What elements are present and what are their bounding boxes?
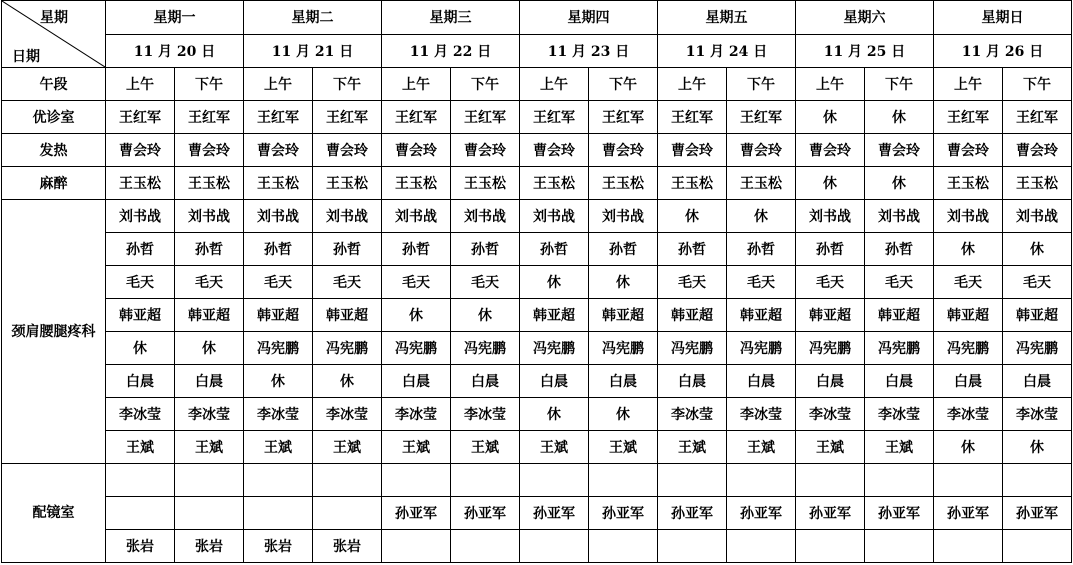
duty-cell: 李冰莹 (175, 398, 244, 431)
duty-cell: 白晨 (589, 365, 658, 398)
duty-cell: 孙哲 (520, 233, 589, 266)
duty-cell: 韩亚超 (796, 299, 865, 332)
duty-cell: 王红军 (1003, 101, 1072, 134)
duty-cell: 曹会玲 (382, 134, 451, 167)
duty-cell: 王红军 (175, 101, 244, 134)
duty-cell: 王斌 (244, 431, 313, 464)
duty-cell: 白晨 (658, 365, 727, 398)
duty-cell: 王红军 (589, 101, 658, 134)
duty-cell: 王红军 (382, 101, 451, 134)
duty-cell (106, 497, 175, 530)
duty-cell (589, 530, 658, 563)
duty-cell: 冯宪鹏 (520, 332, 589, 365)
weekday-header: 星期三 (382, 1, 520, 35)
duty-cell: 休 (796, 167, 865, 200)
duty-cell: 休 (589, 398, 658, 431)
weekday-header: 星期一 (106, 1, 244, 35)
pm-header: 下午 (727, 68, 796, 101)
duty-row (2, 134, 1072, 167)
duty-cell: 王红军 (313, 101, 382, 134)
duty-cell: 冯宪鹏 (727, 332, 796, 365)
duty-cell: 王斌 (313, 431, 382, 464)
duty-cell: 休 (658, 200, 727, 233)
duty-cell: 冯宪鹏 (451, 332, 520, 365)
duty-cell: 王斌 (727, 431, 796, 464)
duty-cell: 王红军 (451, 101, 520, 134)
duty-row (2, 233, 1072, 266)
duty-cell: 李冰莹 (865, 398, 934, 431)
duty-cell: 李冰莹 (796, 398, 865, 431)
duty-cell: 孙哲 (106, 233, 175, 266)
duty-cell: 休 (520, 398, 589, 431)
duty-cell: 休 (727, 200, 796, 233)
duty-cell: 冯宪鹏 (1003, 332, 1072, 365)
duty-cell: 王红军 (520, 101, 589, 134)
duty-cell: 曹会玲 (589, 134, 658, 167)
duty-cell: 王玉松 (727, 167, 796, 200)
duty-cell: 王红军 (934, 101, 1003, 134)
duty-cell: 王红军 (658, 101, 727, 134)
duty-cell: 毛天 (451, 266, 520, 299)
duty-cell: 毛天 (865, 266, 934, 299)
duty-cell: 韩亚超 (244, 299, 313, 332)
duty-cell: 休 (589, 266, 658, 299)
duty-cell: 韩亚超 (106, 299, 175, 332)
period-header-row (2, 68, 1072, 101)
duty-cell: 孙亚军 (1003, 497, 1072, 530)
duty-cell: 王玉松 (313, 167, 382, 200)
duty-cell: 冯宪鹏 (589, 332, 658, 365)
duty-cell: 毛天 (796, 266, 865, 299)
duty-cell (175, 464, 244, 497)
duty-cell: 王斌 (451, 431, 520, 464)
duty-cell: 白晨 (727, 365, 796, 398)
duty-cell: 李冰莹 (244, 398, 313, 431)
duty-cell: 孙哲 (313, 233, 382, 266)
duty-cell: 休 (244, 365, 313, 398)
duty-cell: 白晨 (382, 365, 451, 398)
duty-cell: 韩亚超 (934, 299, 1003, 332)
duty-cell: 休 (1003, 431, 1072, 464)
duty-cell: 王斌 (520, 431, 589, 464)
duty-cell: 曹会玲 (520, 134, 589, 167)
duty-cell: 王斌 (865, 431, 934, 464)
duty-cell: 曹会玲 (865, 134, 934, 167)
duty-cell: 曹会玲 (1003, 134, 1072, 167)
duty-cell: 刘书战 (313, 200, 382, 233)
duty-cell: 王玉松 (589, 167, 658, 200)
pm-header: 下午 (451, 68, 520, 101)
duty-cell (244, 464, 313, 497)
duty-cell: 李冰莹 (727, 398, 796, 431)
duty-cell: 王红军 (106, 101, 175, 134)
weekday-header: 星期日 (934, 1, 1072, 35)
duty-cell: 张岩 (106, 530, 175, 563)
duty-cell: 休 (796, 101, 865, 134)
duty-cell: 毛天 (727, 266, 796, 299)
duty-cell: 休 (934, 431, 1003, 464)
duty-cell: 王玉松 (106, 167, 175, 200)
duty-cell: 王玉松 (175, 167, 244, 200)
duty-cell: 刘书战 (244, 200, 313, 233)
am-header: 上午 (244, 68, 313, 101)
duty-cell: 王玉松 (451, 167, 520, 200)
duty-cell: 白晨 (934, 365, 1003, 398)
weekday-header-row (2, 1, 1072, 35)
duty-row (2, 167, 1072, 200)
duty-schedule-table (1, 0, 1072, 563)
duty-cell: 孙亚军 (727, 497, 796, 530)
am-header: 上午 (658, 68, 727, 101)
weekday-header: 星期六 (796, 1, 934, 35)
duty-cell (313, 497, 382, 530)
pm-header: 下午 (313, 68, 382, 101)
duty-cell: 休 (382, 299, 451, 332)
duty-cell: 刘书战 (382, 200, 451, 233)
duty-cell: 毛天 (382, 266, 451, 299)
duty-cell: 孙亚军 (658, 497, 727, 530)
am-header: 上午 (382, 68, 451, 101)
duty-cell (1003, 530, 1072, 563)
date-header: 11 月 26 日 (934, 34, 1072, 68)
duty-cell: 王斌 (796, 431, 865, 464)
duty-cell: 休 (451, 299, 520, 332)
am-header: 上午 (796, 68, 865, 101)
duty-cell: 王红军 (727, 101, 796, 134)
duty-cell: 刘书战 (589, 200, 658, 233)
duty-cell (934, 530, 1003, 563)
date-header: 11 月 23 日 (520, 34, 658, 68)
duty-cell: 曹会玲 (313, 134, 382, 167)
duty-cell: 休 (520, 266, 589, 299)
duty-cell: 孙亚军 (865, 497, 934, 530)
duty-cell: 王玉松 (520, 167, 589, 200)
duty-cell: 毛天 (313, 266, 382, 299)
duty-cell: 孙哲 (658, 233, 727, 266)
duty-cell: 孙亚军 (451, 497, 520, 530)
duty-cell: 休 (175, 332, 244, 365)
duty-cell: 孙哲 (727, 233, 796, 266)
duty-cell (382, 464, 451, 497)
duty-cell: 李冰莹 (106, 398, 175, 431)
duty-cell: 刘书战 (106, 200, 175, 233)
duty-row (2, 200, 1072, 233)
duty-cell: 韩亚超 (520, 299, 589, 332)
date-header: 11 月 24 日 (658, 34, 796, 68)
duty-cell: 王玉松 (244, 167, 313, 200)
duty-cell: 韩亚超 (865, 299, 934, 332)
duty-cell: 曹会玲 (727, 134, 796, 167)
corner-cell (2, 1, 106, 68)
duty-cell: 休 (106, 332, 175, 365)
duty-cell: 休 (313, 365, 382, 398)
department-label: 优诊室 (2, 101, 106, 134)
duty-cell: 冯宪鹏 (244, 332, 313, 365)
duty-cell: 白晨 (106, 365, 175, 398)
duty-cell: 韩亚超 (658, 299, 727, 332)
duty-cell: 韩亚超 (313, 299, 382, 332)
duty-row (2, 101, 1072, 134)
duty-cell: 王玉松 (1003, 167, 1072, 200)
duty-cell: 毛天 (244, 266, 313, 299)
duty-cell: 白晨 (1003, 365, 1072, 398)
duty-cell: 休 (934, 233, 1003, 266)
duty-cell: 刘书战 (1003, 200, 1072, 233)
department-label: 颈肩腰腿疼科 (2, 200, 106, 464)
duty-cell: 刘书战 (175, 200, 244, 233)
duty-cell: 休 (865, 167, 934, 200)
duty-cell (451, 464, 520, 497)
duty-cell (313, 464, 382, 497)
duty-cell: 休 (1003, 233, 1072, 266)
duty-cell: 曹会玲 (658, 134, 727, 167)
duty-row (2, 299, 1072, 332)
duty-cell (658, 464, 727, 497)
date-header: 11 月 22 日 (382, 34, 520, 68)
duty-cell: 曹会玲 (244, 134, 313, 167)
duty-cell: 孙哲 (175, 233, 244, 266)
duty-cell: 冯宪鹏 (796, 332, 865, 365)
duty-cell: 孙哲 (244, 233, 313, 266)
duty-cell (175, 497, 244, 530)
duty-cell: 李冰莹 (451, 398, 520, 431)
am-header: 上午 (106, 68, 175, 101)
weekday-header: 星期五 (658, 1, 796, 35)
duty-cell: 毛天 (658, 266, 727, 299)
date-header: 11 月 20 日 (106, 34, 244, 68)
date-header-row (2, 34, 1072, 68)
duty-cell: 白晨 (520, 365, 589, 398)
duty-cell: 曹会玲 (175, 134, 244, 167)
duty-row (2, 464, 1072, 497)
duty-cell: 孙亚军 (796, 497, 865, 530)
duty-cell: 张岩 (175, 530, 244, 563)
duty-cell: 王玉松 (934, 167, 1003, 200)
duty-cell (658, 530, 727, 563)
department-label: 配镜室 (2, 464, 106, 563)
department-label: 麻醉 (2, 167, 106, 200)
duty-cell (796, 530, 865, 563)
duty-cell (934, 464, 1003, 497)
duty-cell (796, 464, 865, 497)
am-header: 上午 (934, 68, 1003, 101)
duty-cell: 李冰莹 (1003, 398, 1072, 431)
duty-cell: 白晨 (175, 365, 244, 398)
duty-cell: 孙亚军 (934, 497, 1003, 530)
duty-row (2, 332, 1072, 365)
duty-cell (451, 530, 520, 563)
duty-cell: 刘书战 (865, 200, 934, 233)
duty-row (2, 365, 1072, 398)
pm-header: 下午 (1003, 68, 1072, 101)
duty-cell (727, 530, 796, 563)
duty-cell: 王玉松 (658, 167, 727, 200)
pm-header: 下午 (589, 68, 658, 101)
duty-cell: 孙亚军 (382, 497, 451, 530)
duty-cell: 王玉松 (382, 167, 451, 200)
corner-weekday-label: 星期 (40, 10, 68, 26)
duty-cell: 刘书战 (451, 200, 520, 233)
duty-cell: 毛天 (175, 266, 244, 299)
duty-cell: 孙哲 (451, 233, 520, 266)
duty-row (2, 398, 1072, 431)
weekday-header: 星期二 (244, 1, 382, 35)
duty-row (2, 497, 1072, 530)
pm-header: 下午 (865, 68, 934, 101)
duty-cell: 孙哲 (865, 233, 934, 266)
duty-cell: 休 (865, 101, 934, 134)
department-label: 发热 (2, 134, 106, 167)
am-header: 上午 (520, 68, 589, 101)
duty-cell: 冯宪鹏 (313, 332, 382, 365)
duty-cell: 李冰莹 (934, 398, 1003, 431)
duty-cell: 李冰莹 (382, 398, 451, 431)
duty-cell: 李冰莹 (658, 398, 727, 431)
duty-cell (520, 464, 589, 497)
duty-row (2, 530, 1072, 563)
duty-cell (244, 497, 313, 530)
corner-date-label: 日期 (12, 49, 40, 65)
duty-cell: 韩亚超 (175, 299, 244, 332)
duty-cell: 曹会玲 (106, 134, 175, 167)
duty-cell: 王红军 (244, 101, 313, 134)
duty-cell: 曹会玲 (796, 134, 865, 167)
duty-cell: 王斌 (175, 431, 244, 464)
date-header: 11 月 21 日 (244, 34, 382, 68)
duty-cell: 孙哲 (589, 233, 658, 266)
duty-cell (865, 530, 934, 563)
duty-cell: 毛天 (1003, 266, 1072, 299)
duty-cell: 刘书战 (934, 200, 1003, 233)
duty-cell: 白晨 (796, 365, 865, 398)
duty-cell: 王斌 (382, 431, 451, 464)
duty-cell (106, 464, 175, 497)
duty-cell: 王斌 (658, 431, 727, 464)
weekday-header: 星期四 (520, 1, 658, 35)
duty-cell: 冯宪鹏 (865, 332, 934, 365)
duty-cell: 李冰莹 (313, 398, 382, 431)
duty-cell: 韩亚超 (727, 299, 796, 332)
duty-cell (1003, 464, 1072, 497)
duty-cell: 冯宪鹏 (934, 332, 1003, 365)
duty-cell: 王斌 (589, 431, 658, 464)
duty-cell: 曹会玲 (934, 134, 1003, 167)
duty-cell: 毛天 (934, 266, 1003, 299)
duty-cell: 张岩 (244, 530, 313, 563)
duty-row (2, 266, 1072, 299)
duty-cell (589, 464, 658, 497)
duty-cell (382, 530, 451, 563)
duty-cell: 韩亚超 (1003, 299, 1072, 332)
duty-cell: 冯宪鹏 (658, 332, 727, 365)
duty-cell: 孙哲 (796, 233, 865, 266)
duty-cell: 曹会玲 (451, 134, 520, 167)
duty-cell (727, 464, 796, 497)
duty-cell: 孙亚军 (520, 497, 589, 530)
duty-cell: 白晨 (865, 365, 934, 398)
pm-header: 下午 (175, 68, 244, 101)
duty-cell (865, 464, 934, 497)
duty-cell: 韩亚超 (589, 299, 658, 332)
period-label: 午段 (2, 68, 106, 101)
duty-cell: 冯宪鹏 (382, 332, 451, 365)
duty-cell: 刘书战 (796, 200, 865, 233)
duty-cell: 孙亚军 (589, 497, 658, 530)
duty-cell: 王斌 (106, 431, 175, 464)
duty-cell: 刘书战 (520, 200, 589, 233)
date-header: 11 月 25 日 (796, 34, 934, 68)
duty-cell: 白晨 (451, 365, 520, 398)
duty-cell: 孙哲 (382, 233, 451, 266)
duty-cell: 毛天 (106, 266, 175, 299)
duty-cell: 张岩 (313, 530, 382, 563)
duty-row (2, 431, 1072, 464)
duty-cell (520, 530, 589, 563)
